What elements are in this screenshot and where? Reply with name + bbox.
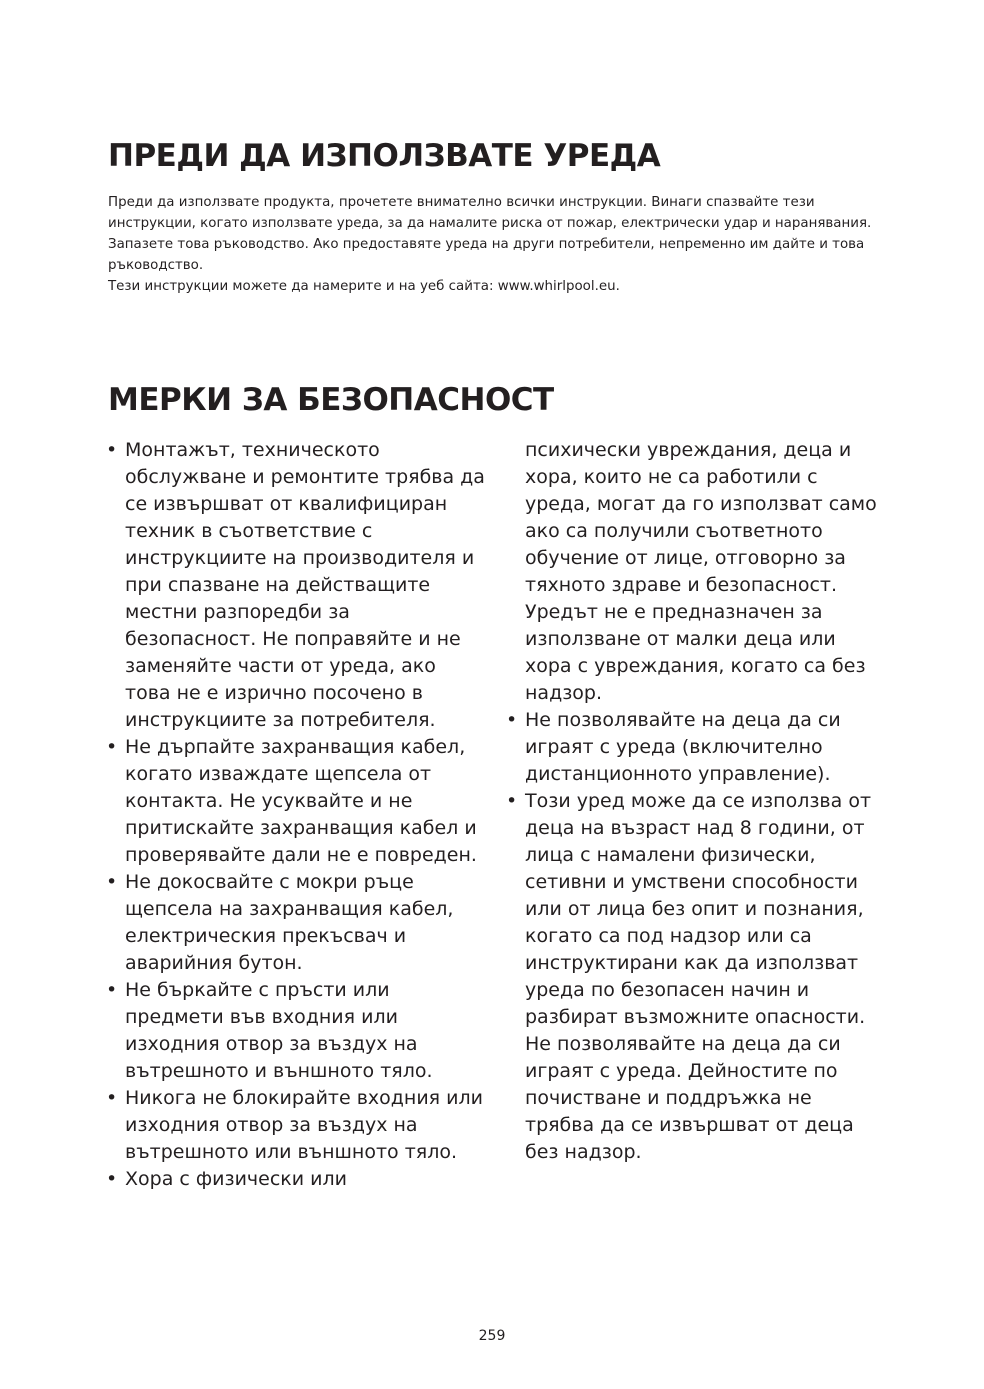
section-title-safety: МЕРКИ ЗА БЕЗОПАСНОСТ xyxy=(108,382,554,418)
intro-paragraph: Запазете това ръководство. Ако предоставяте уреда на други потребители, непременно им дайте и това ръководство. xyxy=(108,237,865,273)
list-item xyxy=(106,1166,486,1193)
bullet-icon: • xyxy=(106,736,118,758)
bullet-icon: • xyxy=(106,979,118,1001)
list-item xyxy=(106,1085,486,1166)
list-item-text: Не бъркайте с пръсти или предмети във входния или изходния отвор за въздух на вътрешното и външното тяло. xyxy=(125,979,433,1082)
bullet-icon: • xyxy=(106,439,118,461)
intro-paragraph: Преди да използвате продукта, прочетете внимателно всички инструкции. Винаги спазвайте тези инструкции, когато използвате уреда, за да намалите риска от пожар, електрически удар и наранявания. xyxy=(108,195,872,231)
list-item-text: Не докосвайте с мокри ръце щепсела на захранващия кабел, електрическия прекъсвач и аварийния бутон. xyxy=(125,871,454,974)
list-item xyxy=(106,869,486,977)
safety-list-right xyxy=(506,707,886,1166)
intro-text xyxy=(108,192,878,297)
list-item xyxy=(106,734,486,869)
list-item-text: Не позволявайте на деца да си играят с уреда (включително дистанционното управление). xyxy=(525,709,841,785)
bullet-icon: • xyxy=(506,790,518,812)
safety-column-left xyxy=(106,437,486,1193)
section-title-before-use: ПРЕДИ ДА ИЗПОЛЗВАТЕ УРЕДА xyxy=(108,138,661,174)
bullet-icon: • xyxy=(106,1168,118,1190)
list-item-text: Никога не блокирайте входния или изходния отвор за въздух на вътрешното или външното тяло. xyxy=(125,1087,483,1163)
page-number: 259 xyxy=(478,1328,506,1344)
safety-list-left xyxy=(106,437,486,1193)
safety-column-right xyxy=(506,437,886,1166)
list-item-text: Този уред може да се използва от деца на възраст над 8 години, от лица с намалени физически, сетивни и умствени способности или от лица без опит и познания, когато са под надзор или са инструктирани как да използват уреда по безопасен начин и разбират възможните опасности. Не позволявайте на деца да си играят с уреда. Дейностите по почистване и поддръжка не трябва да се извършват от деца без надзор. xyxy=(525,790,872,1163)
list-item-text: Хора с физически или xyxy=(125,1168,347,1190)
list-item xyxy=(506,788,886,1166)
bullet-icon: • xyxy=(106,1087,118,1109)
list-item-text: Монтажът, техническото обслужване и ремонтите трябва да се извършват от квалифициран техник в съответствие с инструкциите на производителя и при спазване на действащите местни разпоредби за безопасност. Не поправяйте и не заменяйте части от уреда, ако това не е изрично посочено в инструкциите за потребителя. xyxy=(125,439,485,731)
list-item-continuation: психически увреждания, деца и хора, които не са работили с уреда, могат да го използват само ако са получили съответното обучение от лице, отговорно за тяхното здраве и безопасност. Уредът не е предназначен за използване от малки деца или хора с увреждания, когато са без надзор. xyxy=(525,439,877,704)
bullet-icon: • xyxy=(506,709,518,731)
intro-paragraph: Тези инструкции можете да намерите и на уеб сайта: www.whirlpool.eu. xyxy=(108,279,620,294)
list-item xyxy=(506,707,886,788)
list-item-text: Не дърпайте захранващия кабел, когато изваждате щепсела от контакта. Не усуквайте и не притискайте захранващия кабел и проверявайте дали не е повреден. xyxy=(125,736,477,866)
list-item xyxy=(106,977,486,1085)
list-item xyxy=(106,437,486,734)
bullet-icon: • xyxy=(106,871,118,893)
